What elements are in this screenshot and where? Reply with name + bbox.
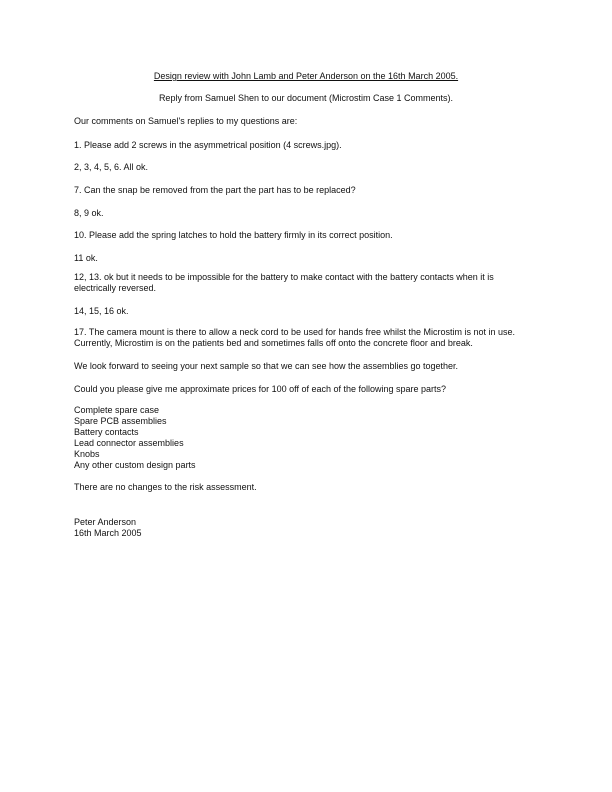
comment-item-1: 1. Please add 2 screws in the asymmetrical position (4 screws.jpg).	[74, 140, 342, 150]
comment-item-14-16: 14, 15, 16 ok.	[74, 306, 129, 316]
comment-item-10: 10. Please add the spring latches to hold the battery firmly in its correct position.	[74, 230, 393, 240]
intro-paragraph: Our comments on Samuel's replies to my questions are:	[74, 116, 298, 126]
spare-part-item: Complete spare case	[74, 405, 160, 415]
signature-name: Peter Anderson	[74, 517, 137, 527]
comment-item-12-13: 12, 13. ok but it needs to be impossible for the battery to make contact with the battery contacts when it is electrically reversed.	[74, 272, 494, 293]
comment-item-11: 11 ok.	[74, 253, 98, 263]
comment-item-17: 17. The camera mount is there to allow a neck cord to be used for hands free whilst the Microstim is not in use. Currently, Microstim is on the patients bed and sometimes falls off onto the concrete floor and break.	[74, 327, 516, 348]
comment-item-2-6: 2, 3, 4, 5, 6. All ok.	[74, 162, 149, 172]
risk-assessment-note: There are no changes to the risk assessment.	[74, 482, 257, 492]
document-title: Design review with John Lamb and Peter Anderson on the 16th March 2005.	[153, 71, 459, 81]
prices-request-paragraph: Could you please give me approximate prices for 100 off of each of the following spare parts?	[74, 384, 447, 394]
spare-part-item: Spare PCB assemblies	[74, 416, 167, 426]
comment-item-8-9: 8, 9 ok.	[74, 208, 104, 218]
document-subtitle: Reply from Samuel Shen to our document (Microstim Case 1 Comments).	[158, 93, 454, 103]
look-forward-paragraph: We look forward to seeing your next sample so that we can see how the assemblies go together.	[74, 361, 459, 371]
spare-part-item: Battery contacts	[74, 427, 139, 437]
spare-part-item: Knobs	[74, 449, 100, 459]
comment-item-7: 7. Can the snap be removed from the part the part has to be replaced?	[74, 185, 356, 195]
signature-date: 16th March 2005	[74, 528, 142, 538]
spare-part-item: Lead connector assemblies	[74, 438, 184, 448]
spare-part-item: Any other custom design parts	[74, 460, 196, 470]
